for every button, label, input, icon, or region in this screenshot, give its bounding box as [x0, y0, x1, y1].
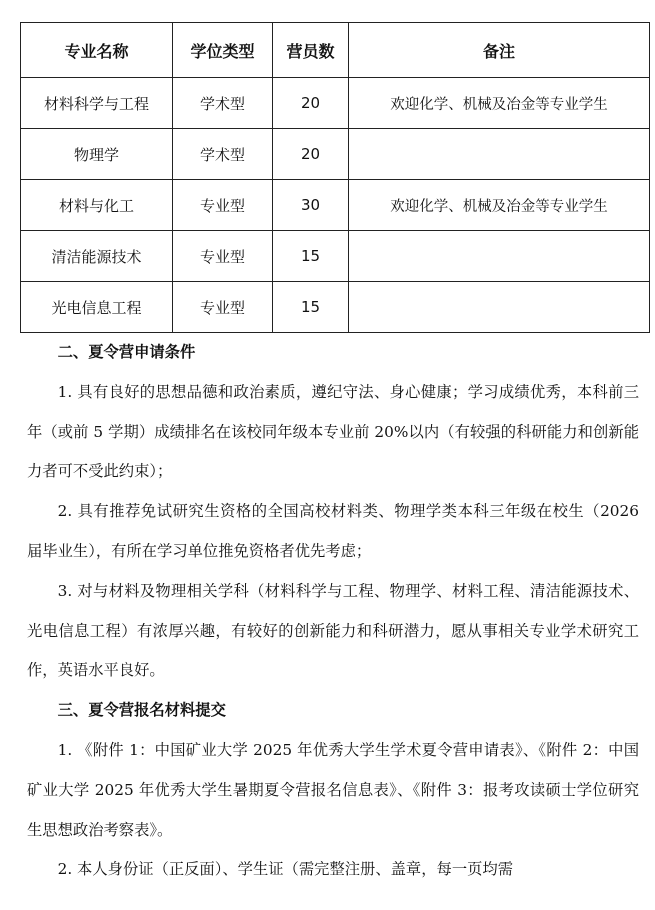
cell-count: 20 — [273, 78, 349, 129]
cell-count: 15 — [273, 231, 349, 282]
materials-paragraph: 2. 本人身份证（正反面）、学生证（需完整注册、盖章，每一页均需 — [57, 860, 514, 879]
table-row — [21, 129, 650, 180]
cell-count: 15 — [273, 282, 349, 333]
cell-degree: 专业型 — [173, 231, 273, 282]
header-count: 营员数 — [273, 23, 349, 78]
cell-count: 20 — [273, 129, 349, 180]
cell-count: 30 — [273, 180, 349, 231]
table-row — [21, 231, 650, 282]
header-note: 备注 — [349, 23, 650, 78]
materials-paragraph: 1. 《附件 1：中国矿业大学 2025 年优秀大学生学术夏令营申请表》、《附件 2：中国矿业大学 2025 年优秀大学生暑期夏令营报名信息表》、《附件 3：报考攻读硕士学位研究生思想政治考察表》。 — [27, 740, 639, 839]
majors-table — [20, 22, 650, 333]
cell-major: 材料科学与工程 — [21, 78, 173, 129]
body-text — [27, 333, 639, 890]
cell-major: 光电信息工程 — [21, 282, 173, 333]
cell-note — [349, 231, 650, 282]
cell-degree: 学术型 — [173, 129, 273, 180]
cell-degree: 学术型 — [173, 78, 273, 129]
header-degree: 学位类型 — [173, 23, 273, 78]
cell-degree: 专业型 — [173, 282, 273, 333]
table-header-row — [21, 23, 650, 78]
cell-major: 材料与化工 — [21, 180, 173, 231]
table-row — [21, 282, 650, 333]
cell-major: 物理学 — [21, 129, 173, 180]
table-row — [21, 78, 650, 129]
table-row — [21, 180, 650, 231]
cell-note: 欢迎化学、机械及冶金等专业学生 — [349, 180, 650, 231]
cell-note: 欢迎化学、机械及冶金等专业学生 — [349, 78, 650, 129]
condition-paragraph: 2. 具有推荐免试研究生资格的全国高校材料类、物理学类本科三年级在校生（2026 届毕业生），有所在学习单位推免资格者优先考虑； — [27, 502, 639, 560]
header-major: 专业名称 — [21, 23, 173, 78]
cell-degree: 专业型 — [173, 180, 273, 231]
condition-paragraph: 1. 具有良好的思想品德和政治素质，遵纪守法、身心健康；学习成绩优秀，本科前三年（或前 5 学期）成绩排名在该校同年级本专业前 20%以内（有较强的科研能力和创新能力者可不受此约束）； — [27, 382, 639, 481]
cell-note — [349, 129, 650, 180]
cell-major: 清洁能源技术 — [21, 231, 173, 282]
section-heading-application-conditions: 二、夏令营申请条件 — [57, 343, 196, 361]
condition-paragraph: 3. 对与材料及物理相关学科（材料科学与工程、物理学、材料工程、清洁能源技术、光电信息工程）有浓厚兴趣，有较好的创新能力和科研潜力，愿从事相关专业学术研究工作，英语水平良好。 — [27, 581, 639, 680]
cell-note — [349, 282, 650, 333]
section-heading-materials-submission: 三、夏令营报名材料提交 — [57, 701, 226, 720]
